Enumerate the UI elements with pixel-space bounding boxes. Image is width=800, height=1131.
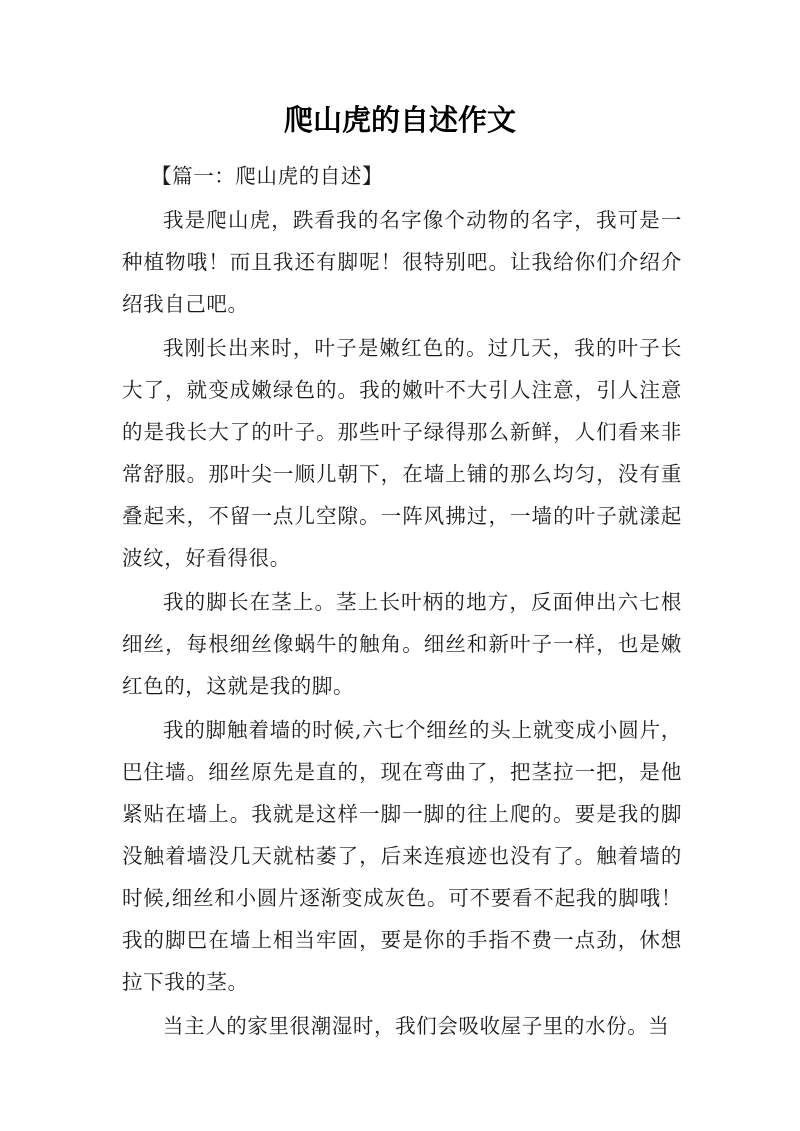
- paragraph-1: 我是爬山虎，跌看我的名字像个动物的名字，我可是一种植物哦！而且我还有脚呢！很特别吧。让我给你们介绍介绍我自己吧。: [122, 208, 682, 316]
- paragraph-5: 当主人的家里很潮湿时，我们会吸收屋子里的水份。当: [163, 1014, 670, 1038]
- paragraph-2: 我刚长出来时，叶子是嫩红色的。过几天，我的叶子长大了，就变成嫩绿色的。我的嫩叶不大引人注意，引人注意的是我长大了的叶子。那些叶子绿得那么新鲜，人们看来非常舒服。那叶尖一顺儿朝下，在墙上铺的那么均匀，没有重叠起来，不留一点儿空隙。一阵风拂过，一墙的叶子就漾起波纹，好看得很。: [122, 336, 682, 570]
- paragraph-3: 我的脚长在茎上。茎上长叶柄的地方，反面伸出六七根细丝，每根细丝像蜗牛的触角。细丝和新叶子一样，也是嫩红色的，这就是我的脚。: [122, 590, 682, 698]
- document-title: 爬山虎的自述作文: [283, 103, 516, 137]
- document-body: [122, 155, 682, 1049]
- paragraph-4: 我的脚触着墙的时候,六七个细丝的头上就变成小圆片，巴住墙。细丝原先是直的，现在弯曲了，把茎拉一把，是他紧贴在墙上。我就是这样一脚一脚的往上爬的。要是我的脚没触着墙没几天就枯萎了，后来连痕迹也没有了。触着墙的时候,细丝和小圆片逐渐变成灰色。可不要看不起我的脚哦！我的脚巴在墙上相当牢固，要是你的手指不费一点劲，休想拉下我的茎。: [122, 718, 682, 994]
- section-heading: 【篇一：爬山虎的自述】: [151, 164, 384, 188]
